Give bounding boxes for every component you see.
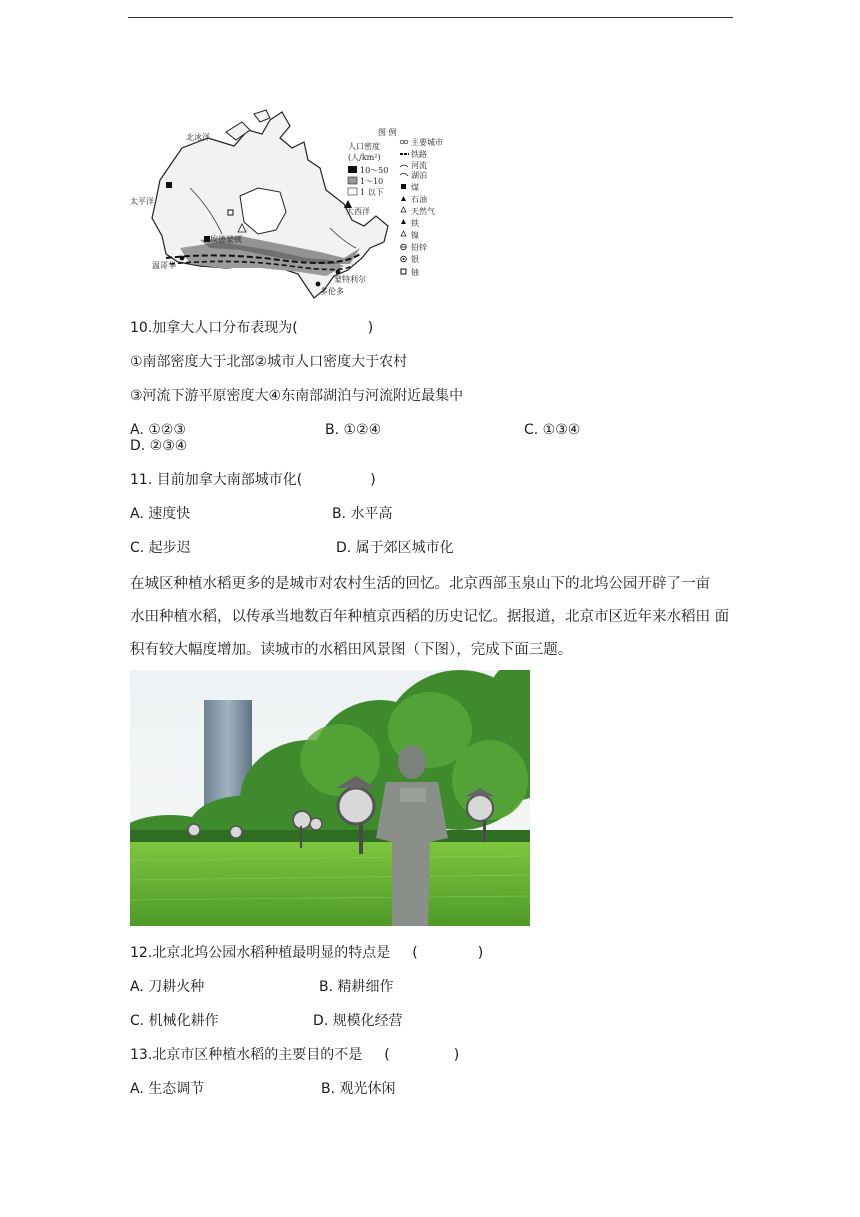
label-toronto: 多伦多 [320, 287, 344, 296]
legend-density-mid: 1～10 [360, 177, 384, 186]
legend-item-lead-zinc: 铅锌 [411, 243, 427, 252]
q10-paren-close: ) [367, 320, 374, 336]
q13-paren-open: ( [384, 1047, 390, 1063]
q10-option-b[interactable]: B. ①②④ [325, 422, 382, 438]
passage [130, 568, 734, 667]
legend-density-high: 10～50 [360, 166, 389, 175]
q11-stem [130, 471, 376, 489]
legend-density-unit: (人/km²) [348, 153, 381, 162]
q13-stem-text: 13.北京市区种植水稻的主要目的不是 [130, 1047, 363, 1063]
legend-item-railway: 铁路 [411, 150, 427, 159]
q12-paren-open: ( [412, 945, 418, 961]
q11-option-c[interactable]: C. 起步迟 [130, 540, 191, 556]
passage-line-1: 在城区种植水稻更多的是城市对农村生活的回忆。北京西部玉泉山下的北坞公园开辟了一亩 [130, 576, 710, 592]
q13-stem [130, 1046, 459, 1064]
label-edmonton: 埃德蒙顿 [210, 235, 242, 244]
q12-option-b[interactable]: B. 精耕细作 [319, 979, 394, 995]
city-dot [316, 282, 321, 287]
legend-item-silver: 银 [411, 255, 419, 264]
city-dot [180, 256, 185, 261]
legend-item-iron: 铁 [411, 219, 419, 228]
legend-item-coal: 煤 [411, 183, 419, 192]
coal-symbol [166, 182, 172, 188]
q11-option-b[interactable]: B. 水平高 [332, 506, 393, 522]
q13-option-b[interactable]: B. 观光休闲 [321, 1081, 396, 1097]
q10-stem-text: 10.加拿大人口分布表现为( [130, 320, 298, 336]
label-montreal: 蒙特利尔 [334, 275, 366, 284]
label-atlantic: 大西洋 [346, 207, 370, 216]
q11-option-d[interactable]: D. 属于郊区城市化 [336, 540, 454, 556]
rice-field [130, 842, 530, 926]
canada-population-map [130, 108, 460, 304]
passage-line-3: 积有较大幅度增加。读城市的水稻田风景图（下图），完成下面三题。 [130, 642, 573, 658]
label-vancouver: 温哥华 [152, 261, 176, 270]
q13-paren-close: ) [453, 1047, 460, 1063]
q12-option-d[interactable]: D. 规模化经营 [313, 1013, 403, 1029]
legend-item-nickel: 镍 [411, 231, 419, 240]
city-dot [336, 270, 341, 275]
q10-option-a[interactable]: A. ①②③ [130, 422, 186, 438]
label-pacific: 太平洋 [130, 197, 154, 206]
legend-item-gas: 天然气 [411, 207, 435, 216]
legend-item-lake: 湖泊 [411, 171, 427, 180]
q12-stem-text: 12.北京北坞公园水稻种植最明显的特点是 [130, 945, 391, 961]
header-rule [128, 17, 733, 18]
legend-density-low: 1 以下 [360, 188, 384, 197]
q10-stem [130, 319, 373, 337]
q12-paren-close: ) [477, 945, 484, 961]
legend-item-city: 主要城市 [411, 138, 443, 147]
legend-item-uranium: 铀 [411, 268, 419, 277]
q10-statement-2: ③河流下游平原密度大④东南部湖泊与河流附近最集中 [130, 388, 464, 404]
q12-stem [130, 944, 483, 962]
label-arctic: 北冰洋 [186, 133, 210, 142]
rice-field-photo [130, 670, 530, 926]
q10-option-c[interactable]: C. ①③④ [524, 422, 581, 438]
q12-option-a[interactable]: A. 刀耕火种 [130, 979, 205, 995]
legend-density-title: 人口密度 [348, 142, 380, 151]
q11-stem-text: 11. 目前加拿大南部城市化( [130, 472, 303, 488]
legend-item-oil: 石油 [411, 195, 427, 204]
q10-option-d[interactable]: D. ②③④ [130, 438, 188, 454]
q11-option-a[interactable]: A. 速度快 [130, 506, 191, 522]
q11-paren-close: ) [370, 472, 376, 488]
legend-item-river: 河流 [411, 161, 427, 170]
q12-option-c[interactable]: C. 机械化耕作 [130, 1013, 219, 1029]
q10-statement-1: ①南部密度大于北部②城市人口密度大于农村 [130, 354, 408, 370]
passage-line-2: 水田种植水稻，以传承当地数百年种植京西稻的历史记忆。据报道，北京市区近年来水稻田 面 [130, 609, 730, 625]
uranium-symbol [228, 210, 233, 215]
q13-option-a[interactable]: A. 生态调节 [130, 1081, 205, 1097]
legend-title: 图 例 [378, 128, 397, 137]
